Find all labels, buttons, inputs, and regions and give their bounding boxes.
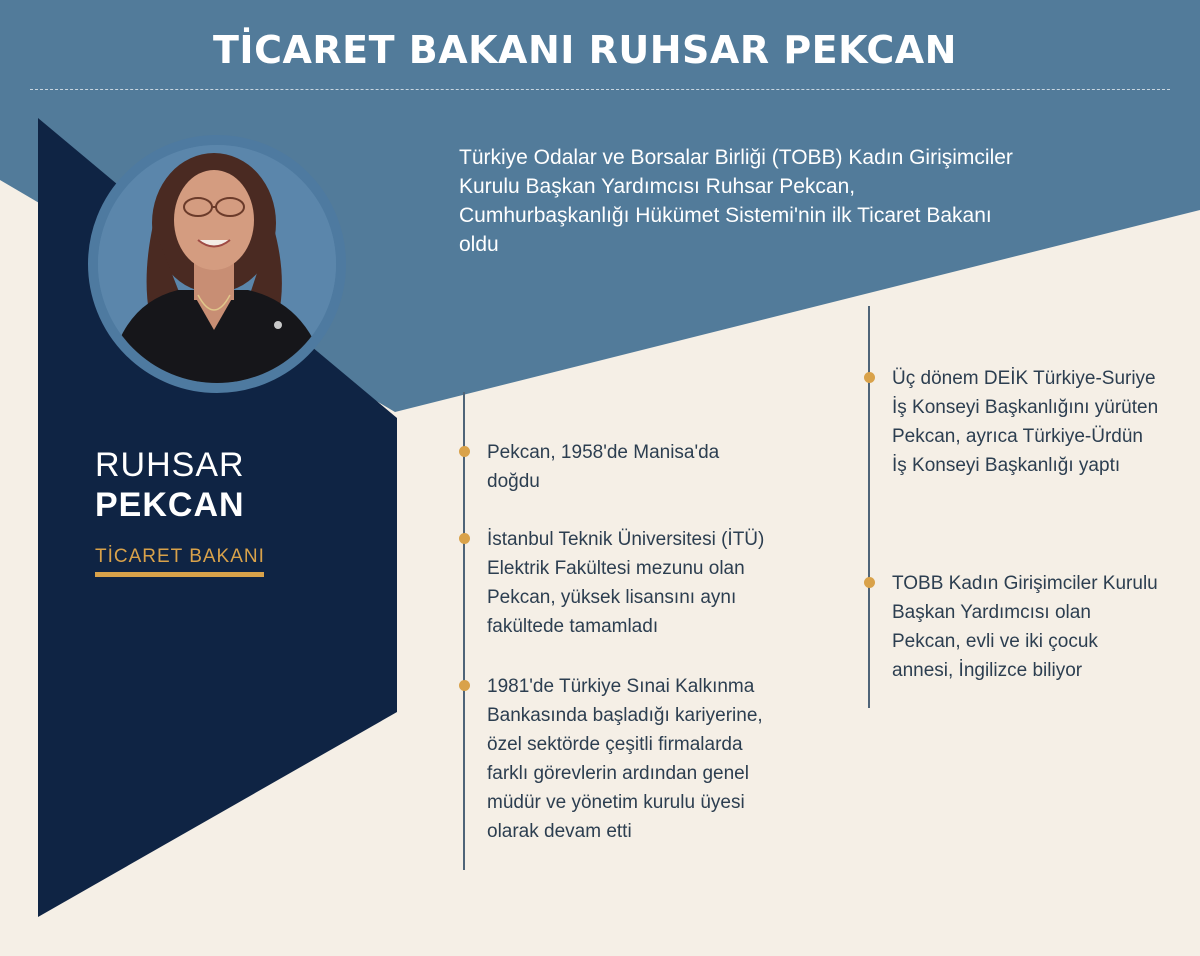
timeline-bullet-icon: [459, 680, 470, 691]
timeline-left-item-3: 1981'de Türkiye Sınai Kalkınma Bankasında başladığı kariyerine, özel sektörde çeşitli firmalarda farklı görevlerin ardından genel müdür ve yönetim kurulu üyesi olarak devam etti: [487, 676, 763, 842]
timeline-left-item-1: Pekcan, 1958'de Manisa'da doğdu: [487, 442, 720, 492]
profile-role: TİCARET BAKANI: [95, 546, 265, 567]
timeline-right-item-2: TOBB Kadın Girişimciler Kurulu Başkan Yardımcısı olan Pekcan, evli ve iki çocuk annesi, İngilizce biliyor: [892, 573, 1158, 681]
timeline-left-line: [463, 392, 465, 870]
portrait-photo: [88, 135, 346, 393]
intro-paragraph: Türkiye Odalar ve Borsalar Birliği (TOBB) Kadın Girişimciler Kurulu Başkan Yardımcısı Ruhsar Pekcan, Cumhurbaşkanlığı Hükümet Sistemi'nin ilk Ticaret Bakanı oldu: [459, 146, 1013, 256]
timeline-bullet-icon: [459, 533, 470, 544]
profile-last-name: PEKCAN: [95, 486, 245, 524]
header-divider: [30, 89, 1170, 90]
page-title: TİCARET BAKANI RUHSAR PEKCAN: [213, 28, 957, 72]
timeline-left-item-2: İstanbul Teknik Üniversitesi (İTÜ) Elektrik Fakültesi mezunu olan Pekcan, yüksek lisansını aynı fakültede tamamladı: [487, 529, 765, 637]
role-underline: [95, 572, 264, 577]
profile-first-name: RUHSAR: [95, 446, 245, 484]
timeline-bullet-icon: [864, 577, 875, 588]
timeline-bullet-icon: [459, 446, 470, 457]
timeline-bullet-icon: [864, 372, 875, 383]
timeline-right-item-1: Üç dönem DEİK Türkiye-Suriye İş Konseyi Başkanlığını yürüten Pekcan, ayrıca Türkiye-Ürdün İş Konseyi Başkanlığı yaptı: [892, 368, 1159, 476]
timeline-right-line: [868, 306, 870, 708]
